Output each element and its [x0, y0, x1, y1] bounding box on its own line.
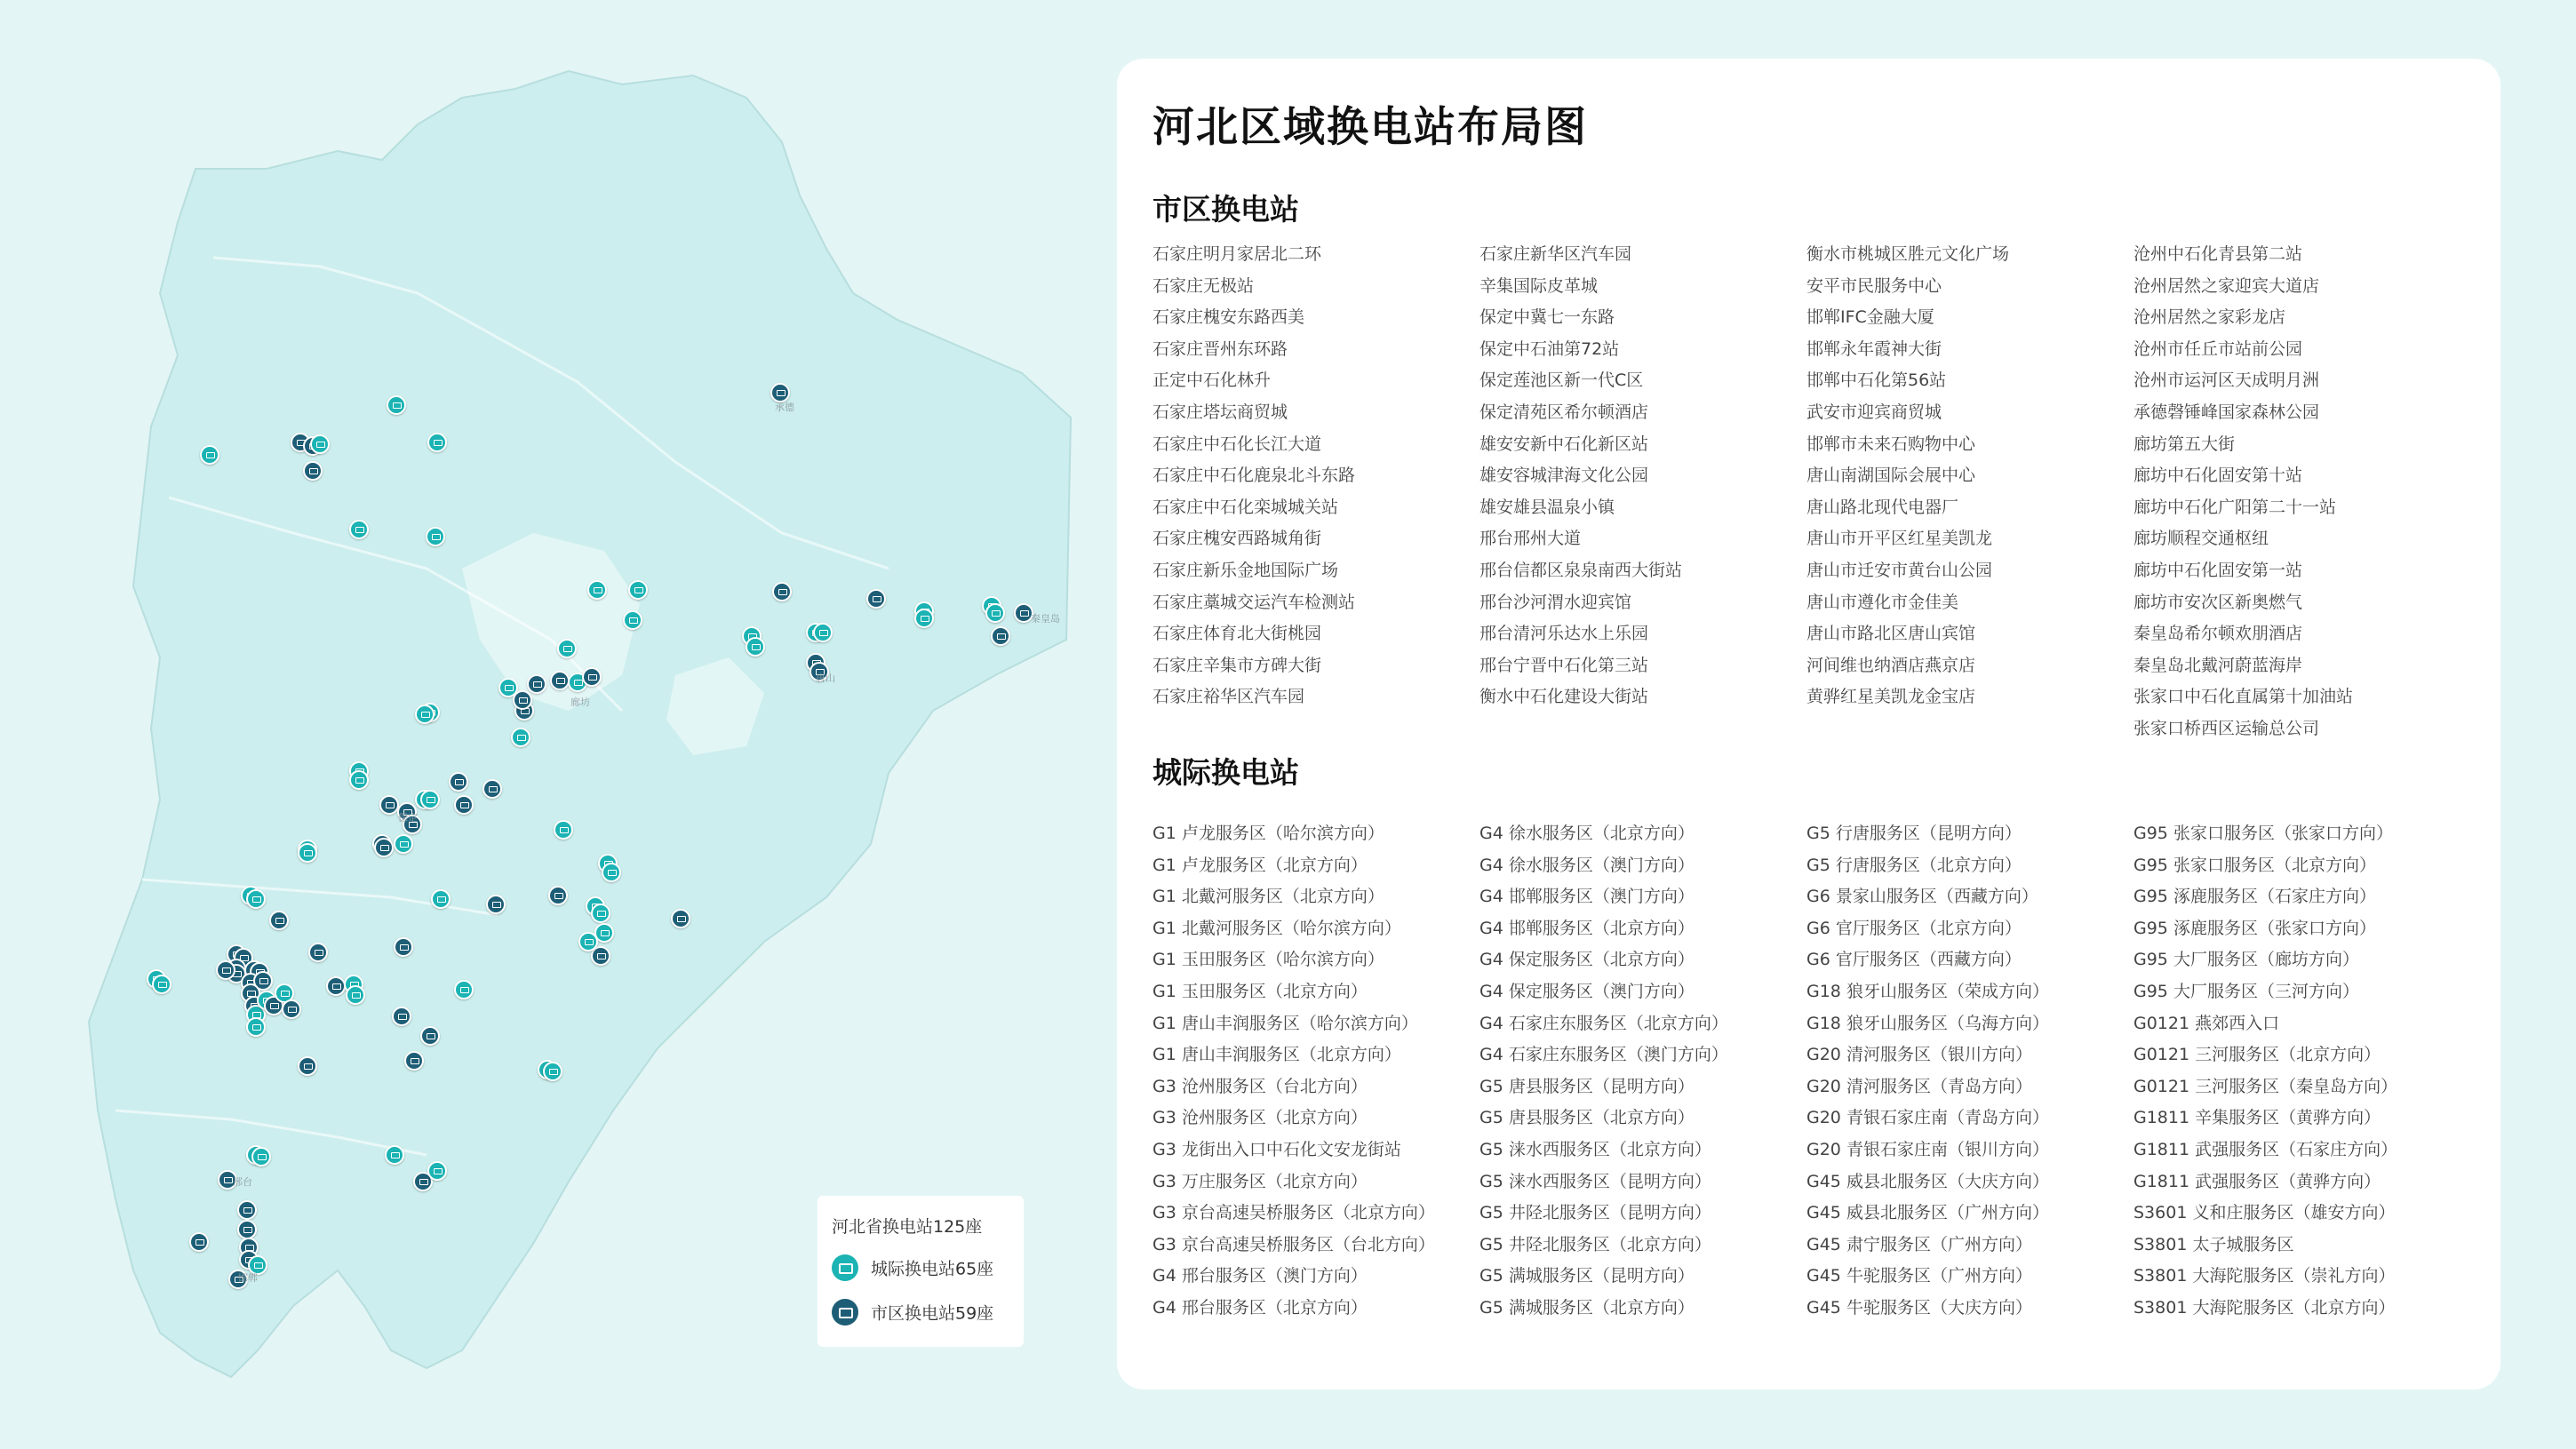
intercity-station-item: G5 唐县服务区（昆明方向） [1479, 1076, 1695, 1096]
intercity-station-item: G1 卢龙服务区（北京方向） [1152, 855, 1368, 875]
urban-station-marker[interactable] [866, 589, 886, 609]
intercity-station-item: G95 张家口服务区（北京方向） [2133, 855, 2376, 875]
urban-station-item: 邢台沙河渭水迎宾馆 [1479, 592, 1632, 612]
urban-station-item: 雄安容城津海文化公园 [1479, 466, 1649, 486]
intercity-station-marker[interactable] [427, 433, 447, 452]
intercity-station-item: G45 威县北服务区（大庆方向） [1806, 1171, 2049, 1191]
intercity-station-marker[interactable] [152, 975, 171, 994]
intercity-station-marker[interactable] [554, 820, 573, 840]
urban-station-marker[interactable] [527, 674, 546, 694]
urban-station-marker[interactable] [550, 671, 570, 690]
urban-station-item: 沧州居然之家迎宾大道店 [2133, 275, 2320, 296]
urban-station-item: 辛集国际皮革城 [1479, 275, 1599, 296]
intercity-station-marker[interactable] [427, 1161, 447, 1181]
intercity-station-item: G3 京台高速吴桥服务区（北京方向） [1152, 1203, 1435, 1223]
intercity-station-item: G20 清河服务区（青岛方向） [1806, 1076, 2032, 1096]
intercity-station-marker[interactable] [557, 639, 577, 658]
intercity-station-item: G3 京台高速吴桥服务区（台北方向） [1152, 1234, 1435, 1254]
intercity-station-item: G95 涿鹿服务区（张家口方向） [2133, 918, 2376, 938]
urban-station-item: 石家庄中石化鹿泉北斗东路 [1152, 466, 1356, 486]
intercity-station-item: G45 肃宁服务区（广州方向） [1806, 1234, 2032, 1254]
urban-station-marker[interactable] [374, 838, 394, 857]
city-label-handan: 邯郸 [238, 1272, 258, 1284]
intercity-column-4 [2133, 818, 2453, 1325]
urban-station-item: 秦皇岛希尔顿欢朋酒店 [2133, 624, 2303, 644]
urban-column-1 [1152, 239, 1472, 713]
urban-station-item: 邢台邢州大道 [1479, 529, 1582, 549]
station-list-panel [1117, 59, 2500, 1389]
urban-station-marker[interactable] [454, 795, 474, 815]
urban-station-item: 石家庄塔坛商贸城 [1152, 402, 1288, 422]
urban-station-item: 邯郸市未来石购物中心 [1806, 434, 1976, 454]
intercity-station-marker[interactable] [385, 1145, 404, 1165]
urban-station-item: 沧州居然之家彩龙店 [2133, 307, 2286, 328]
intercity-station-item: G20 青银石家庄南（青岛方向） [1806, 1108, 2049, 1128]
intercity-station-marker[interactable] [985, 603, 1005, 623]
intercity-station-item: G4 徐水服务区（北京方向） [1479, 824, 1695, 843]
urban-station-item: 邯郸IFC金融大厦 [1806, 307, 1934, 328]
intercity-station-item: G1 玉田服务区（北京方向） [1152, 981, 1368, 1001]
map-area[interactable] [0, 0, 1093, 1449]
urban-station-item: 唐山市遵化市金佳美 [1806, 592, 1959, 612]
intercity-station-marker[interactable] [628, 580, 648, 600]
intercity-station-item: G3 龙街出入口中石化文安龙街站 [1152, 1139, 1401, 1159]
urban-station-item: 邢台宁晋中石化第三站 [1479, 655, 1649, 675]
intercity-station-item: G3 沧州服务区（北京方向） [1152, 1108, 1368, 1128]
urban-station-marker[interactable] [772, 582, 792, 601]
urban-station-item: 唐山南湖国际会展中心 [1806, 466, 1976, 486]
intercity-station-item: G4 保定服务区（澳门方向） [1479, 981, 1695, 1001]
intercity-station-item: G1 北戴河服务区（北京方向） [1152, 887, 1384, 907]
intercity-station-marker[interactable] [602, 863, 621, 882]
intercity-station-marker[interactable] [543, 1062, 562, 1081]
intercity-station-item: G95 大厂服务区（廊坊方向） [2133, 950, 2359, 970]
urban-station-marker[interactable] [303, 461, 323, 481]
urban-station-marker[interactable] [548, 886, 568, 905]
intercity-station-marker[interactable] [420, 790, 440, 809]
urban-station-item: 石家庄晋州东环路 [1152, 338, 1288, 359]
urban-station-item: 石家庄槐安东路西美 [1152, 307, 1305, 328]
urban-station-icon [832, 1299, 858, 1326]
urban-station-item: 保定中石油第72站 [1479, 338, 1620, 359]
urban-station-marker[interactable] [282, 999, 301, 1019]
intercity-station-marker[interactable] [246, 1017, 266, 1037]
intercity-station-marker[interactable] [511, 728, 530, 747]
urban-column-2 [1479, 239, 1799, 713]
intercity-station-marker[interactable] [623, 610, 642, 630]
urban-station-item: 邢台清河乐达水上乐园 [1479, 624, 1649, 644]
legend-intercity-label: 城际换电站65座 [871, 1259, 994, 1279]
intercity-column-2 [1479, 818, 1799, 1325]
intercity-station-item: G18 狼牙山服务区（乌海方向） [1806, 1013, 2049, 1033]
urban-station-marker[interactable] [483, 779, 502, 799]
urban-station-marker[interactable] [404, 1051, 424, 1071]
urban-station-item: 廊坊中石化固安第十站 [2133, 466, 2303, 486]
intercity-station-marker[interactable] [349, 520, 369, 539]
panel-title: 河北区域换电站布局图 [1152, 103, 1588, 152]
urban-section-title: 市区换电站 [1152, 192, 1299, 227]
urban-station-item: 沧州市任丘市站前公园 [2133, 338, 2303, 359]
intercity-station-item: G18 狼牙山服务区（荣成方向） [1806, 981, 2049, 1001]
urban-station-marker[interactable] [486, 895, 506, 914]
intercity-station-marker[interactable] [346, 985, 365, 1005]
urban-station-item: 邯郸中石化第56站 [1806, 370, 1947, 391]
urban-station-item: 张家口中石化直属第十加油站 [2133, 687, 2354, 707]
urban-station-item: 石家庄无极站 [1152, 275, 1255, 296]
urban-station-item: 石家庄中石化栾城城关站 [1152, 497, 1339, 517]
intercity-station-item: G5 井陉北服务区（昆明方向） [1479, 1203, 1711, 1223]
intercity-station-item: S3801 大海陀服务区（崇礼方向） [2133, 1266, 2396, 1286]
intercity-station-marker[interactable] [298, 843, 317, 863]
urban-station-marker[interactable] [308, 943, 328, 962]
urban-station-item: 保定中冀七一东路 [1479, 307, 1615, 328]
urban-station-item: 石家庄裕华区汽车园 [1152, 687, 1305, 707]
urban-station-marker[interactable] [237, 1220, 257, 1239]
intercity-station-marker[interactable] [394, 834, 413, 854]
legend-title: 河北省换电站125座 [832, 1217, 983, 1237]
urban-station-item: 石家庄中石化长江大道 [1152, 434, 1322, 454]
urban-station-marker[interactable] [392, 1007, 411, 1026]
intercity-station-item: G4 保定服务区（北京方向） [1479, 950, 1695, 970]
intercity-station-marker[interactable] [200, 445, 219, 465]
urban-station-item: 邯郸永年霞神大街 [1806, 338, 1942, 359]
urban-station-marker[interactable] [582, 667, 602, 687]
intercity-station-item: G4 石家庄东服务区（澳门方向） [1479, 1045, 1728, 1065]
urban-station-item: 河间维也纳酒店燕京店 [1806, 655, 1976, 675]
intercity-station-item: G1811 武强服务区（石家庄方向） [2133, 1139, 2398, 1159]
urban-station-marker[interactable] [991, 626, 1010, 646]
urban-station-item: 石家庄新华区汽车园 [1479, 244, 1632, 264]
city-label-qinhuangdao: 秦皇岛 [1031, 613, 1060, 625]
intercity-station-marker[interactable] [578, 932, 598, 951]
urban-station-marker[interactable] [216, 960, 235, 980]
urban-station-item: 廊坊中石化固安第一站 [2133, 560, 2303, 580]
intercity-station-item: G5 满城服务区（北京方向） [1479, 1297, 1695, 1318]
intercity-station-item: G6 景家山服务区（西藏方向） [1806, 887, 2038, 907]
intercity-station-item: G5 井陉北服务区（北京方向） [1479, 1234, 1711, 1254]
intercity-station-item: G5 涞水西服务区（北京方向） [1479, 1139, 1711, 1159]
intercity-station-item: G5 唐县服务区（北京方向） [1479, 1108, 1695, 1128]
urban-station-item: 衡水中石化建设大街站 [1479, 687, 1649, 707]
urban-station-item: 邢台信都区泉泉南西大街站 [1479, 560, 1683, 580]
intercity-station-marker[interactable] [813, 623, 833, 642]
intercity-station-item: G20 青银石家庄南（银川方向） [1806, 1139, 2049, 1159]
urban-station-item: 石家庄新乐金地国际广场 [1152, 560, 1339, 580]
urban-station-item: 廊坊市安次区新奥燃气 [2133, 592, 2303, 612]
intercity-station-marker[interactable] [431, 889, 451, 909]
intercity-station-item: G95 大厂服务区（三河方向） [2133, 981, 2359, 1001]
intercity-station-marker[interactable] [310, 434, 330, 454]
intercity-station-marker[interactable] [387, 395, 406, 415]
intercity-station-item: G20 清河服务区（银川方向） [1806, 1045, 2032, 1065]
intercity-station-item: G1811 武强服务区（黄骅方向） [2133, 1171, 2381, 1191]
urban-station-item: 张家口桥西区运输总公司 [2133, 718, 2320, 738]
intercity-station-marker[interactable] [426, 527, 445, 546]
intercity-station-item: G4 邯郸服务区（澳门方向） [1479, 887, 1695, 907]
urban-station-item: 石家庄藁城交运汽车检测站 [1152, 592, 1356, 612]
intercity-station-item: G3 万庄服务区（北京方向） [1152, 1171, 1368, 1191]
intercity-station-item: G1 卢龙服务区（哈尔滨方向） [1152, 824, 1384, 843]
intercity-station-marker[interactable] [591, 904, 610, 923]
urban-station-item: 廊坊顺程交通枢纽 [2133, 529, 2269, 549]
intercity-station-item: S3801 太子城服务区 [2133, 1234, 2294, 1254]
intercity-station-item: G95 张家口服务区（张家口方向） [2133, 824, 2393, 843]
urban-station-item: 石家庄体育北大街桃园 [1152, 624, 1322, 644]
intercity-station-item: G5 涞水西服务区（昆明方向） [1479, 1171, 1711, 1191]
urban-station-marker[interactable] [449, 772, 468, 792]
intercity-station-item: G0121 三河服务区（北京方向） [2133, 1045, 2381, 1065]
intercity-station-item: G6 官厅服务区（北京方向） [1806, 918, 2022, 938]
intercity-station-marker[interactable] [914, 609, 934, 628]
city-label-chengde: 承德 [775, 402, 794, 413]
intercity-station-item: G1811 辛集服务区（黄骅方向） [2133, 1108, 2381, 1128]
intercity-station-item: G4 邢台服务区（北京方向） [1152, 1297, 1368, 1318]
urban-station-item: 正定中石化林升 [1152, 370, 1272, 391]
urban-station-item: 廊坊第五大街 [2133, 434, 2236, 454]
intercity-column-1 [1152, 818, 1472, 1325]
map-legend [817, 1196, 1024, 1347]
urban-station-item: 沧州中石化青县第二站 [2133, 244, 2303, 264]
urban-station-marker[interactable] [326, 976, 346, 996]
urban-station-item: 承德磬锤峰国家森林公园 [2133, 402, 2320, 422]
urban-station-item: 武安市迎宾商贸城 [1806, 402, 1942, 422]
urban-station-item: 安平市民服务中心 [1806, 275, 1942, 296]
urban-column-3 [1806, 239, 2126, 713]
intercity-station-marker[interactable] [454, 980, 474, 999]
intercity-station-item: G0121 燕郊西入口 [2133, 1013, 2280, 1033]
city-label-langfang: 廊坊 [570, 697, 590, 708]
intercity-station-item: G95 涿鹿服务区（石家庄方向） [2133, 887, 2376, 907]
intercity-station-item: G5 行唐服务区（昆明方向） [1806, 824, 2022, 843]
intercity-station-item: G4 邯郸服务区（北京方向） [1479, 918, 1695, 938]
intercity-station-item: G4 邢台服务区（澳门方向） [1152, 1266, 1368, 1286]
urban-station-marker[interactable] [269, 911, 289, 930]
urban-station-item: 保定莲池区新一代C区 [1479, 370, 1644, 391]
intercity-section-title: 城际换电站 [1152, 755, 1299, 790]
intercity-station-marker[interactable] [349, 770, 369, 790]
intercity-station-item: G4 徐水服务区（澳门方向） [1479, 855, 1695, 875]
legend-urban-label: 市区换电站59座 [871, 1303, 994, 1324]
intercity-station-item: G1 唐山丰润服务区（北京方向） [1152, 1045, 1401, 1065]
urban-station-item: 雄安安新中石化新区站 [1479, 434, 1649, 454]
intercity-station-item: S3601 义和庄服务区（雄安方向） [2133, 1203, 2396, 1223]
urban-station-item: 衡水市桃城区胜元文化广场 [1806, 244, 2010, 264]
urban-station-marker[interactable] [379, 795, 399, 815]
city-label-xingtai: 邢台 [233, 1176, 252, 1188]
intercity-station-marker[interactable] [246, 889, 266, 909]
urban-station-item: 石家庄槐安西路城角街 [1152, 529, 1322, 549]
intercity-station-item: G6 官厅服务区（西藏方向） [1806, 950, 2022, 970]
intercity-station-item: G4 石家庄东服务区（北京方向） [1479, 1013, 1728, 1033]
urban-station-item: 石家庄明月家居北二环 [1152, 244, 1322, 264]
intercity-station-item: G5 满城服务区（昆明方向） [1479, 1266, 1695, 1286]
urban-station-item: 石家庄辛集市方碑大街 [1152, 655, 1322, 675]
intercity-station-marker[interactable] [746, 637, 765, 657]
urban-station-marker[interactable] [189, 1232, 209, 1252]
intercity-station-marker[interactable] [415, 705, 435, 724]
intercity-station-item: G1 玉田服务区（哈尔滨方向） [1152, 950, 1384, 970]
urban-station-marker[interactable] [298, 1056, 317, 1076]
intercity-station-icon [832, 1254, 858, 1281]
urban-column-4 [2133, 239, 2453, 745]
intercity-station-item: G1 唐山丰润服务区（哈尔滨方向） [1152, 1013, 1418, 1033]
intercity-station-item: G45 威县北服务区（广州方向） [1806, 1203, 2049, 1223]
city-label-baoding: 保定 [398, 812, 418, 824]
urban-station-item: 黄骅红星美凯龙金宝店 [1806, 687, 1976, 707]
intercity-column-3 [1806, 818, 2126, 1325]
intercity-station-marker[interactable] [587, 580, 607, 600]
legend-urban [832, 1299, 993, 1326]
intercity-station-item: G3 沧州服务区（台北方向） [1152, 1076, 1368, 1096]
city-label-tangshan: 唐山 [816, 673, 835, 684]
urban-station-item: 保定清苑区希尔顿酒店 [1479, 402, 1649, 422]
urban-station-item: 唐山市迁安市黄台山公园 [1806, 560, 1993, 580]
urban-station-marker[interactable] [420, 1026, 440, 1046]
urban-station-marker[interactable] [671, 909, 690, 928]
urban-station-item: 廊坊中石化广阳第二十一站 [2133, 497, 2337, 517]
intercity-station-marker[interactable] [251, 1147, 271, 1166]
intercity-station-item: G45 牛驼服务区（大庆方向） [1806, 1297, 2032, 1318]
urban-station-item: 唐山市路北区唐山宾馆 [1806, 624, 1976, 644]
urban-station-item: 沧州市运河区天成明月洲 [2133, 370, 2320, 391]
urban-station-marker[interactable] [237, 1200, 257, 1220]
intercity-station-item: G5 行唐服务区（北京方向） [1806, 855, 2022, 875]
urban-station-item: 唐山市开平区红星美凯龙 [1806, 529, 1993, 549]
urban-station-item: 雄安雄县温泉小镇 [1479, 497, 1615, 517]
legend-intercity [832, 1254, 993, 1281]
urban-station-item: 唐山路北现代电器厂 [1806, 497, 1959, 517]
urban-station-marker[interactable] [513, 690, 532, 710]
intercity-station-item: G45 牛驼服务区（广州方向） [1806, 1266, 2032, 1286]
intercity-station-item: S3801 大海陀服务区（北京方向） [2133, 1297, 2396, 1318]
urban-station-item: 秦皇岛北戴河蔚蓝海岸 [2133, 655, 2303, 675]
urban-station-marker[interactable] [394, 937, 413, 957]
intercity-station-item: G1 北戴河服务区（哈尔滨方向） [1152, 918, 1401, 938]
intercity-station-item: G0121 三河服务区（秦皇岛方向） [2133, 1076, 2398, 1096]
